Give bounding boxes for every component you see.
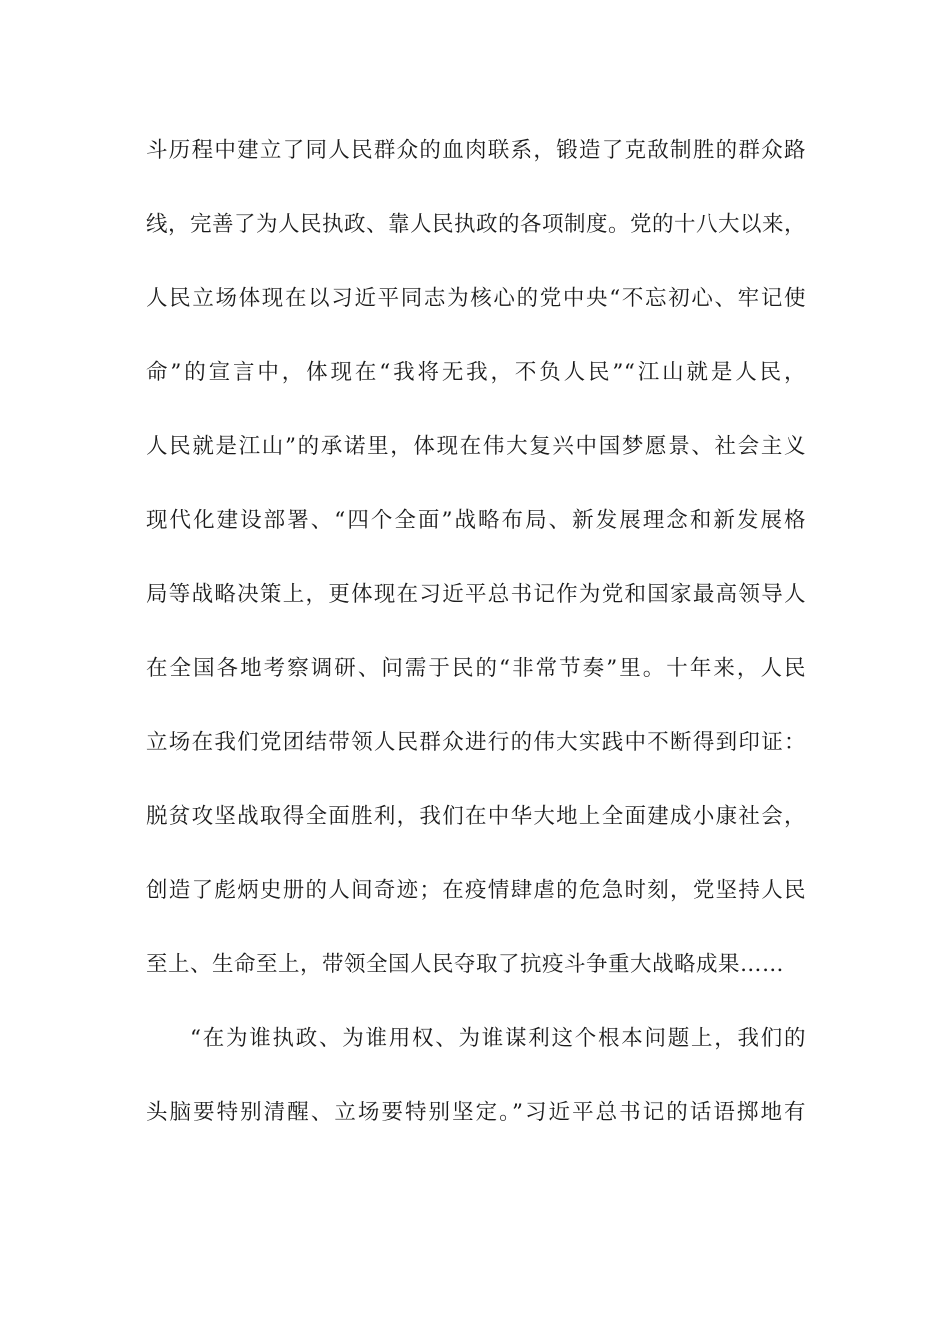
- text-line-3: 人民立场体现在以习近平同志为核心的党中央“不忘初心、牢记使: [146, 286, 806, 311]
- text-line-1: 斗历程中建立了同人民群众的血肉联系，锻造了克敌制胜的群众路: [146, 138, 806, 163]
- text-line-8: 在全国各地考察调研、问需于民的“非常节奏”里。十年来，人民: [146, 656, 806, 681]
- text-line-2: 线，完善了为人民执政、靠人民执政的各项制度。党的十八大以来，: [146, 212, 807, 237]
- text-line-7: 局等战略决策上，更体现在习近平总书记作为党和国家最高领导人: [146, 582, 806, 607]
- text-line-14: 头脑要特别清醒、立场要特别坚定。”习近平总书记的话语掷地有: [146, 1100, 806, 1125]
- text-line-11: 创造了彪炳史册的人间奇迹；在疫情肆虐的危急时刻，党坚持人民: [146, 878, 806, 903]
- text-line-6: 现代化建设部署、“四个全面”战略布局、新发展理念和新发展格: [146, 508, 806, 533]
- text-line-12: 至上、生命至上，带领全国人民夺取了抗疫斗争重大战略成果……: [146, 952, 785, 977]
- text-line-5: 人民就是江山”的承诺里，体现在伟大复兴中国梦愿景、社会主义: [146, 434, 806, 459]
- text-line-13: “在为谁执政、为谁用权、为谁谋利这个根本问题上，我们的: [190, 1026, 806, 1051]
- text-line-10: 脱贫攻坚战取得全面胜利，我们在中华大地上全面建成小康社会，: [146, 804, 806, 829]
- text-line-4: 命”的宣言中，体现在“我将无我，不负人民”“江山就是人民，: [146, 360, 806, 385]
- text-line-9: 立场在我们党团结带领人民群众进行的伟大实践中不断得到印证：: [146, 730, 806, 755]
